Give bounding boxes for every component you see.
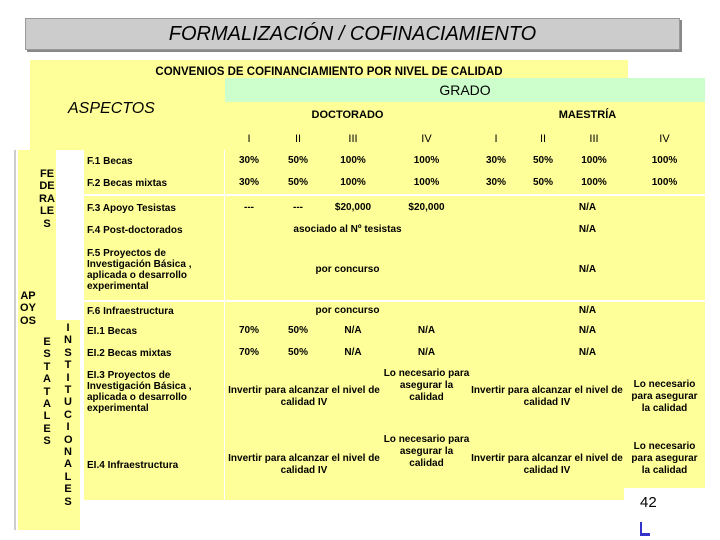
- cell: Lo necesario para asegurar la calidad: [383, 430, 470, 500]
- corner-mark: [640, 522, 650, 536]
- cell: 100%: [624, 150, 705, 172]
- cell: 100%: [624, 172, 705, 194]
- maestria-header: MAESTRÍA: [470, 102, 705, 128]
- cell: 50%: [522, 150, 564, 172]
- cell: 30%: [470, 150, 522, 172]
- cell: N/A: [470, 196, 705, 220]
- grado-header: GRADO: [225, 78, 705, 102]
- cell: Invertir para alcanzar el nivel de calidad IV: [470, 430, 624, 500]
- row-label-ei3: EI.3 Proyectos de Investigación Básica , aplicada o desarrollo experimental: [84, 364, 224, 430]
- level-header: IV: [624, 128, 705, 150]
- cell: 70%: [225, 342, 273, 364]
- row-label-ei1: EI.1 Becas: [84, 320, 224, 342]
- cell: 30%: [470, 172, 522, 194]
- level-header: II: [273, 128, 323, 150]
- cell: N/A: [323, 342, 383, 364]
- level-header: III: [564, 128, 624, 150]
- cell: Invertir para alcanzar el nivel de calidad IV: [470, 364, 624, 430]
- cell: N/A: [383, 342, 470, 364]
- cell: ---: [225, 196, 273, 220]
- cell: Lo necesario para asegurar la calidad: [383, 364, 470, 430]
- row-label-f1: F.1 Becas: [84, 150, 224, 172]
- row-label-f5: F.5 Proyectos de Investigación Básica , aplicada o desarrollo experimental: [84, 240, 224, 300]
- page-number: 42: [640, 494, 657, 511]
- cell: N/A: [470, 342, 705, 364]
- cell: 100%: [564, 172, 624, 194]
- level-header: I: [225, 128, 273, 150]
- cell: 100%: [383, 150, 470, 172]
- level-header: III: [323, 128, 383, 150]
- level-header: IV: [383, 128, 470, 150]
- cell: 30%: [225, 150, 273, 172]
- cell: $20,000: [323, 196, 383, 220]
- cell: Invertir para alcanzar el nivel de calidad IV: [225, 430, 383, 500]
- row-label-ei4: EI.4 Infraestructura: [84, 430, 224, 500]
- aspectos-label: ASPECTOS: [68, 100, 155, 117]
- cell: 100%: [323, 150, 383, 172]
- cell: N/A: [470, 240, 705, 300]
- level-header: II: [522, 128, 564, 150]
- group-apoyos: APOYOS: [18, 150, 38, 530]
- doctorado-header: DOCTORADO: [225, 102, 470, 128]
- cell: 50%: [273, 342, 323, 364]
- left-border: [14, 150, 16, 530]
- cell: 100%: [383, 172, 470, 194]
- cell: 50%: [273, 320, 323, 342]
- cell: 70%: [225, 320, 273, 342]
- cell: Lo necesario para asegurar la calidad: [624, 364, 705, 430]
- cell: N/A: [470, 320, 705, 342]
- group-institucionales: [56, 320, 80, 530]
- row-label-f6: F.6 Infraestructura: [84, 302, 224, 320]
- row-label-f2: F.2 Becas mixtas: [84, 172, 224, 194]
- cell: 100%: [323, 172, 383, 194]
- aspectos-header: [30, 78, 225, 150]
- group-institucionales-label: INSTITUCIONALES: [64, 322, 73, 508]
- cell: Lo necesario para asegurar la calidad: [624, 430, 705, 488]
- group-estatales-label: ESTATALES: [43, 336, 51, 448]
- cell: 50%: [273, 172, 323, 194]
- cell: N/A: [470, 220, 705, 240]
- cell: N/A: [383, 320, 470, 342]
- cell: Invertir para alcanzar el nivel de calidad IV: [225, 364, 383, 430]
- table-subtitle: CONVENIOS DE COFINANCIAMIENTO POR NIVEL DE CALIDAD: [30, 60, 628, 78]
- row-label-f3: F.3 Apoyo Tesistas: [84, 196, 224, 220]
- cell: 50%: [522, 172, 564, 194]
- group-federales: FEDERALES: [38, 150, 56, 320]
- group-estatales: [38, 320, 56, 530]
- cell: ---: [273, 196, 323, 220]
- cell: por concurso: [225, 240, 470, 300]
- cell: N/A: [470, 302, 705, 320]
- row-label-ei2: EI.2 Becas mixtas: [84, 342, 224, 364]
- cell: 100%: [564, 150, 624, 172]
- cell: $20,000: [383, 196, 470, 220]
- cell: asociado al Nº tesistas: [225, 220, 470, 240]
- cell: N/A: [323, 320, 383, 342]
- level-header: I: [470, 128, 522, 150]
- cell: por concurso: [225, 302, 470, 320]
- cell: 30%: [225, 172, 273, 194]
- row-label-f4: F.4 Post-doctorados: [84, 220, 224, 240]
- cell: 50%: [273, 150, 323, 172]
- page-title: FORMALIZACIÓN / COFINACIAMIENTO: [25, 18, 680, 50]
